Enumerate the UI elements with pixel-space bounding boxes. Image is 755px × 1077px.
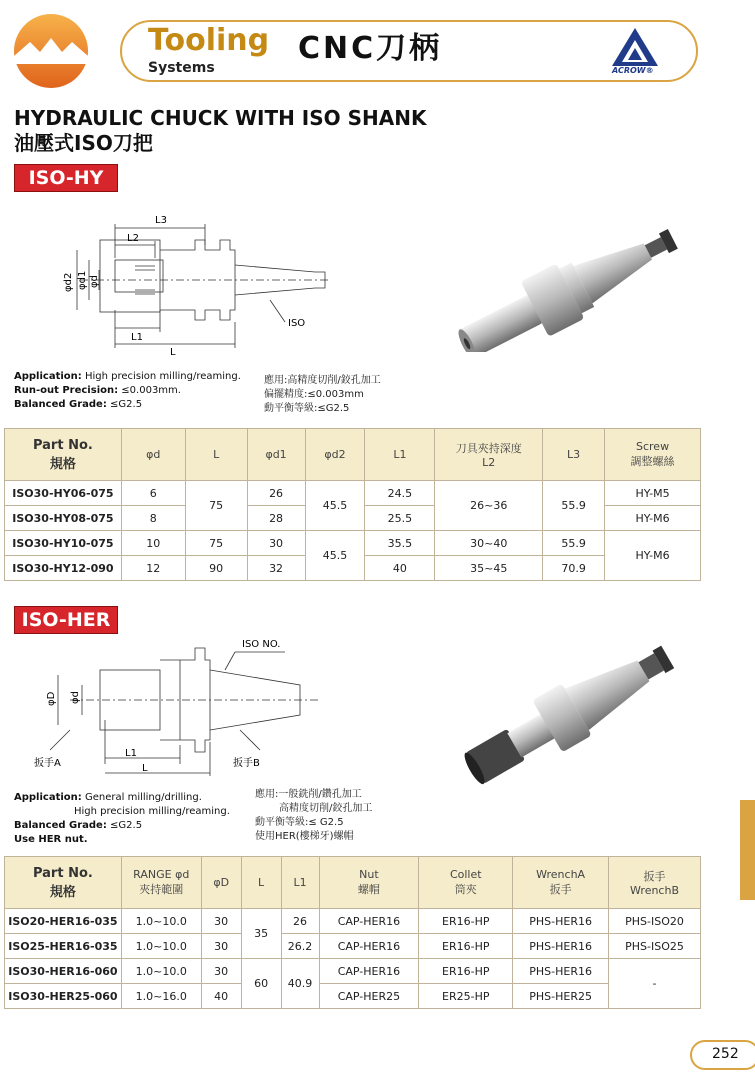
spec-line: Balanced Grade: ≤G2.5 <box>14 399 143 410</box>
iso-her-tag: ISO-HER <box>14 606 118 634</box>
table-row: ISO20-HER16-035 1.0~10.0 30 35 26 CAP-HER16 ER16-HP PHS-HER16 PHS-ISO20 <box>5 909 701 934</box>
col-header: Collet 筒夾 <box>419 857 513 909</box>
col-header: WrenchA 扳手 <box>513 857 609 909</box>
wrench-a-label: 扳手A <box>34 758 61 769</box>
col-header: 扳手 WrenchB <box>609 857 701 909</box>
col-header: Part No. 規格 <box>5 429 122 481</box>
iso-her-specs-en <box>14 791 254 847</box>
iso-her-drawing <box>30 630 330 780</box>
iso-her-product-image <box>440 640 690 790</box>
table-row: ISO30-HER25-060 1.0~16.0 40 CAP-HER25 ER25-HP PHS-HER25 <box>5 984 701 1009</box>
col-header: L <box>241 857 281 909</box>
col-header: φD <box>201 857 241 909</box>
dim-d: φd <box>70 691 81 704</box>
col-header: L1 <box>281 857 319 909</box>
acrow-brand-text: ACROW® <box>612 66 654 75</box>
spec-line: Balanced Grade: ≤G2.5 <box>14 820 143 831</box>
iso-no-label: ISO NO. <box>242 639 281 650</box>
col-header: L1 <box>365 429 435 481</box>
spec-line: Run-out Precision: ≤0.003mm. <box>14 385 181 396</box>
brand-sub: Systems <box>148 60 215 76</box>
col-header: RANGE φd 夾持範圍 <box>121 857 201 909</box>
mountain-sun-logo <box>12 12 90 90</box>
iso-hy-table <box>4 428 701 581</box>
dim-l1: L1 <box>125 748 137 759</box>
dim-D: φD <box>46 691 57 706</box>
wrench-b-label: 扳手B <box>233 758 260 769</box>
section-side-tab <box>740 800 755 900</box>
iso-her-table <box>4 856 701 1009</box>
table-row: ISO30-HY12-090 12 90 32 40 35~45 70.9 <box>5 556 701 581</box>
dim-l3: L3 <box>155 215 167 226</box>
dim-d2: φd2 <box>63 272 74 292</box>
iso-her-specs-zh: 應用:一般銑削/鑽孔加工 高精度切削/鉸孔加工 動平衡等級:≤ G2.5 使用HER(樓梯牙)螺帽 <box>255 789 373 842</box>
dim-l2: L2 <box>127 233 139 244</box>
dim-l: L <box>142 763 148 774</box>
spec-line: High precision milling/reaming. <box>74 806 230 817</box>
table-row: ISO25-HER16-035 1.0~10.0 30 26.2 CAP-HER16 ER16-HP PHS-HER16 PHS-ISO25 <box>5 934 701 959</box>
col-header: Nut 螺帽 <box>319 857 419 909</box>
dim-d: φd <box>89 275 100 288</box>
iso-hy-specs-en <box>14 370 254 412</box>
iso-hy-tag: ISO-HY <box>14 164 118 192</box>
header-title: CNC刀柄 <box>298 31 443 66</box>
col-header: φd2 <box>305 429 365 481</box>
spec-line: Application: High precision milling/reaming. <box>14 371 241 382</box>
table-row: ISO30-HER16-060 1.0~10.0 30 60 40.9 CAP-HER16 ER16-HP PHS-HER16 - <box>5 959 701 984</box>
iso-hy-product-image <box>440 222 690 352</box>
section-title: HYDRAULIC CHUCK WITH ISO SHANK <box>14 106 427 130</box>
spec-line: Application: General milling/drilling. <box>14 792 202 803</box>
table-row: ISO30-HY06-075 6 75 26 45.5 24.5 26~36 55.9 HY-M5 <box>5 481 701 506</box>
table-row: ISO30-HY10-075 10 75 30 45.5 35.5 30~40 55.9 HY-M6 <box>5 531 701 556</box>
iso-hy-drawing <box>55 210 345 360</box>
col-header: 刀具夾持深度 L2 <box>435 429 543 481</box>
dim-d1: φd1 <box>77 270 88 290</box>
section-title-zh: 油壓式ISO刀把 <box>14 131 153 155</box>
col-header: φd1 <box>247 429 305 481</box>
col-header: Screw 調整螺絲 <box>605 429 701 481</box>
brand-main: Tooling <box>148 23 270 58</box>
col-header: L3 <box>543 429 605 481</box>
col-header: L <box>185 429 247 481</box>
table-row: ISO30-HY08-075 8 28 25.5 HY-M6 <box>5 506 701 531</box>
col-header: φd <box>121 429 185 481</box>
col-header: Part No. 規格 <box>5 857 122 909</box>
page-number: 252 <box>712 1046 739 1062</box>
spec-line: Use HER nut. <box>14 834 88 845</box>
iso-label: ISO <box>288 318 306 329</box>
dim-l1: L1 <box>131 332 143 343</box>
dim-l: L <box>170 347 176 358</box>
iso-hy-specs-zh: 應用:高精度切削/鉸孔加工 偏擺精度:≤0.003mm 動平衡等級:≤G2.5 <box>264 375 381 414</box>
